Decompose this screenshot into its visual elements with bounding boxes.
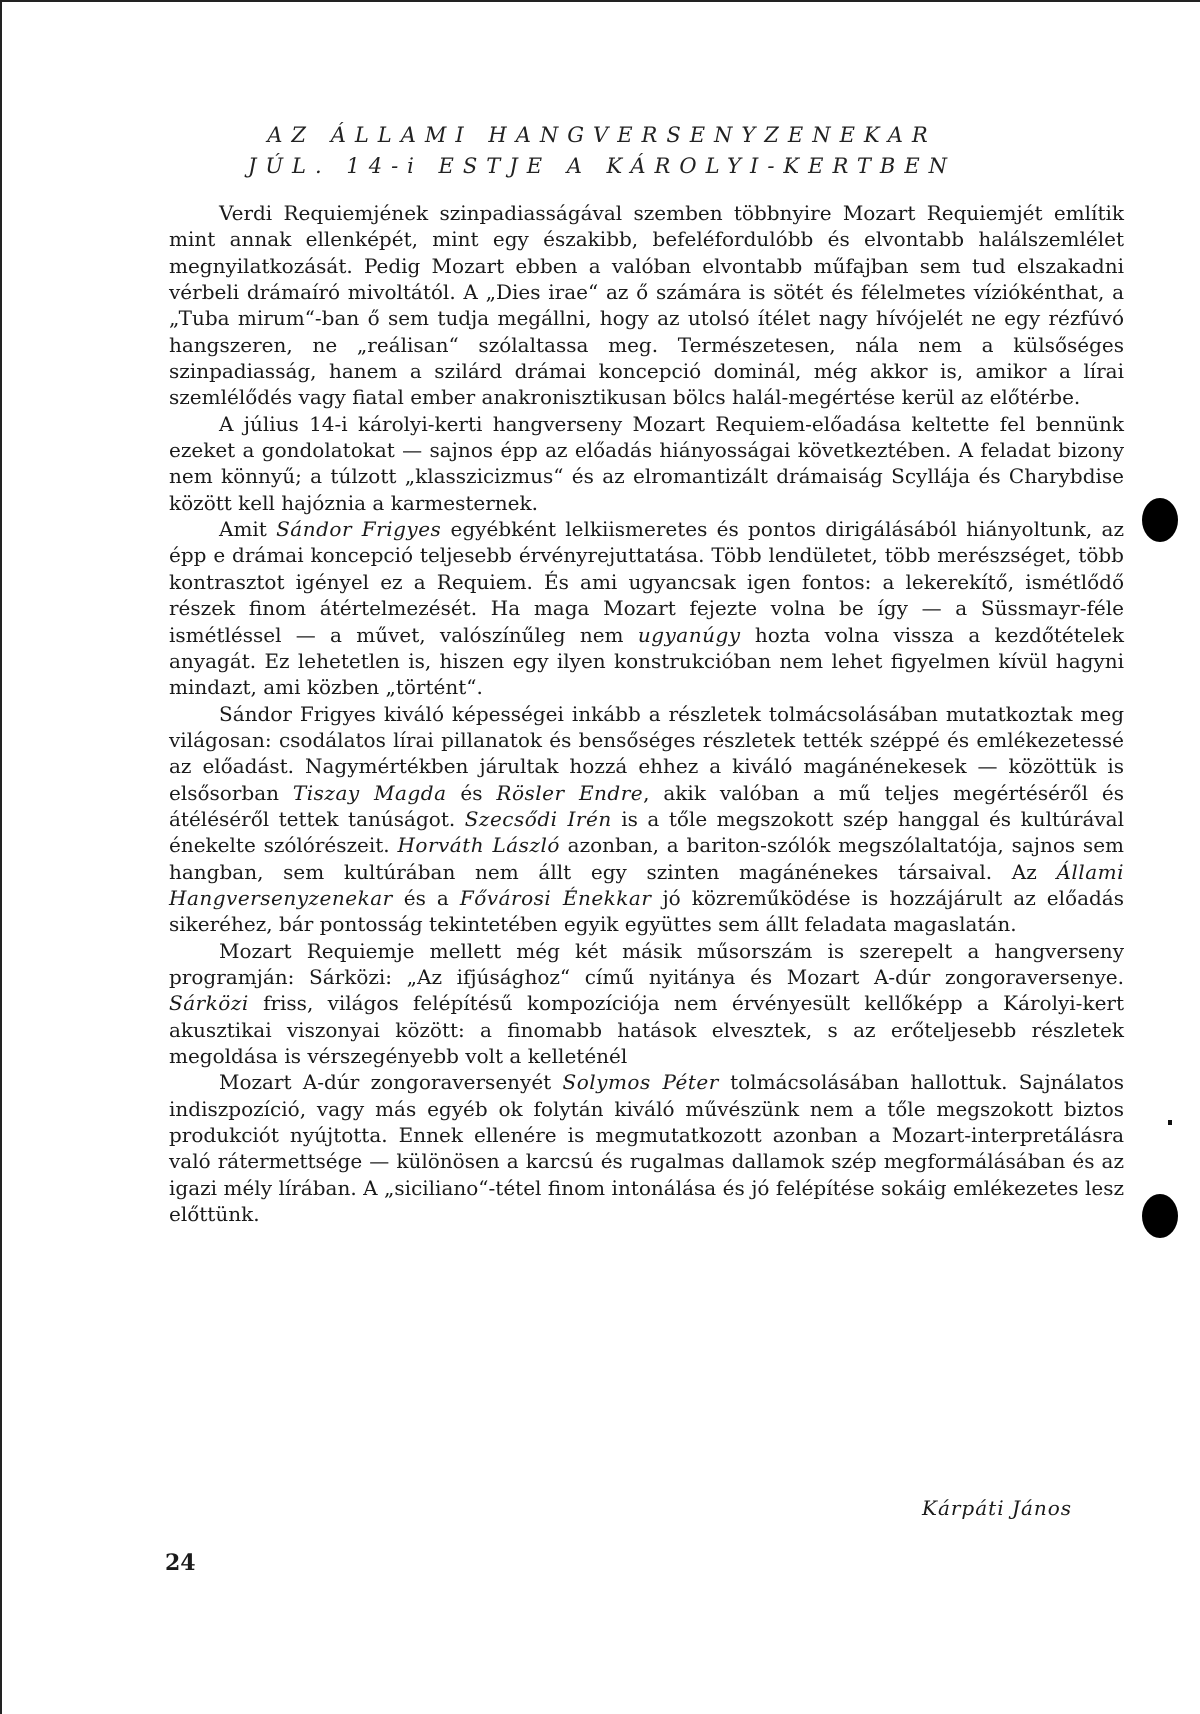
emphasized-name: Fővárosi Énekkar [459,885,652,910]
page-number: 24 [165,1550,196,1576]
text-run: Sándor Frigyes kiváló képességei inkább a részletek tolmácsolásában mutatkoztak meg világosan: csodálatos lírai pillanatok és bensőséges részletek tették széppé és emlékezetessé az előadást. Nagymértékben járultak hozzá ehhez a kiváló magánénekesek — közöttük is elsősorban [169,701,1124,805]
text-run: , akik valóban a mű teljes megértéséről és átéléséről tettek tanúságot. [169,780,1124,831]
emphasized-name: Solymos Péter [562,1070,719,1095]
text-run: és a [392,885,460,910]
text-run: friss, világos felépítésű kompozíciója nem érvényesült kellőképp a Károlyi-kert akusztikai viszonyai között: a finomabb hatások elvesztek, s az erőteljesebb részletek megoldása is vérszegényebb volt a kelleténél [169,991,1124,1068]
text-run: A július 14-i károlyi-kerti hangverseny Mozart Requiem-előadása keltette fel bennünk ezeket a gondolatokat — sajnos épp az előadás hiányosságai következtében. A feladat bizony nem könnyű; a túlzott „klasszicizmus“ és az elromantizált drámaiság Scyllája és Charybdise között kell hajóznia a karmesternek. [169,411,1124,515]
text-run: Mozart A-dúr zongoraversenyét [219,1070,563,1095]
article-paragraph [169,938,1124,1070]
article-body [169,200,1124,1227]
emphasized-name: Sándor Frigyes [276,517,442,542]
print-speck [1168,1120,1172,1125]
emphasized-name: Rösler Endre [496,780,644,805]
text-run: tolmácsolásában hallottuk. Sajnálatos indiszpozíció, vagy más egyéb ok folytán kiváló művészünk nem a tőle megszokott biztos produkciót nyújtotta. Ennek ellenére is megmutatkozott azonban a Mozart-interpretálásra való rátermettsége — különösen a karcsú és rugalmas dallamok szép megformálásában és az igazi mély lírában. A „siciliano“-tétel finom intonálása és jó felépítése sokáig emlékezetes lesz előttünk. [169,1070,1124,1227]
article-heading [162,120,1042,182]
article-paragraph [169,1069,1124,1227]
text-run: és [446,780,497,805]
punch-hole-mark [1142,498,1178,542]
heading-line-2: JÚL. 14-i ESTJE A KÁROLYI-KERTBEN [247,154,957,178]
article-paragraph [169,701,1124,938]
emphasized-name: Sárközi [169,991,249,1016]
emphasized-name: ugyanúgy [637,622,741,647]
text-run: azonban, a bariton-szólók megszólaltatója, sajnos sem hangban, sem kultúrában nem állt egy szinten magánénekes társaival. Az [169,833,1125,884]
text-run: egyébként lelkiismeretes és pontos dirigálásából hiányoltunk, az épp e drámai koncepció teljesebb érvényrejuttatása. Több lendületet, több merészséget, több kontrasztot igényel ez a Requiem. És ami ugyancsak igen fontos: a lekerekítő, ismétlődő részek finom átértelmezését. Ha maga Mozart fejezte volna be így — a Süssmayr-féle ismétléssel — a művet, valószínűleg nem [169,517,1124,647]
punch-hole-mark [1142,1194,1178,1238]
emphasized-name: Horváth László [397,833,560,858]
text-run: Mozart Requiemje mellett még két másik műsorszám is szerepelt a hangverseny programján: Sárközi: „Az ifjúsághoz“ című nyitánya és Mozart A-dúr zongoraversenye. [169,938,1124,989]
article-paragraph [169,200,1124,411]
emphasized-name: Szecsődi Irén [464,806,612,831]
heading-line-1: AZ ÁLLAMI HANGVERSENYZENEKAR [267,123,937,147]
text-run: is a tőle megszokott szép hanggal és kultúrával énekelte szólórészeit. [169,806,1124,858]
author-signature: Kárpáti János [922,1496,1073,1520]
article-paragraph [169,516,1124,700]
article-paragraph [169,411,1124,516]
emphasized-name: Állami Hangversenyzenekar [169,859,1124,910]
text-run: jó közreműködése is hozzájárult az előadás sikeréhez, bár pontosság tekintetében egyik együttes sem állt feladata magaslatán. [169,885,1124,937]
text-run: Amit [219,517,277,542]
text-run: hozta volna vissza a kezdőtételek anyagát. Ez lehetetlen is, hiszen egy ilyen konstrukcióban nem lehet figyelmen kívül hagyni mindazt, ami közben „történt“. [169,622,1124,700]
text-run: Verdi Requiemjének szinpadiasságával szemben többnyire Mozart Requiemjét említik mint annak ellenképét, mint egy északibb, befeléfordulóbb és elvontabb halálszemlélet megnyilatkozását. Pedig Mozart ebben a valóban elvontabb műfajban sem tud elszakadni vérbeli drámaíró mivoltától. A „Dies irae“ az ő számára is sötét és félelmetes víziókénthat, a „Tuba mirum“-ban ő sem tudja megállni, hogy az utolsó ítélet nagy hívójelét ne egy rézfúvó hangszeren, ne „reálisan“ szólaltassa meg. Természetesen, nála nem a külsőséges szinpadiasság, hanem a szilárd drámai koncepció dominál, még akkor is, amikor a lírai szemlélődés vagy fiatal ember anakronisztikusan bölcs halál-megértése kerül az előtérbe. [169,201,1124,410]
emphasized-name: Tiszay Magda [292,780,447,805]
